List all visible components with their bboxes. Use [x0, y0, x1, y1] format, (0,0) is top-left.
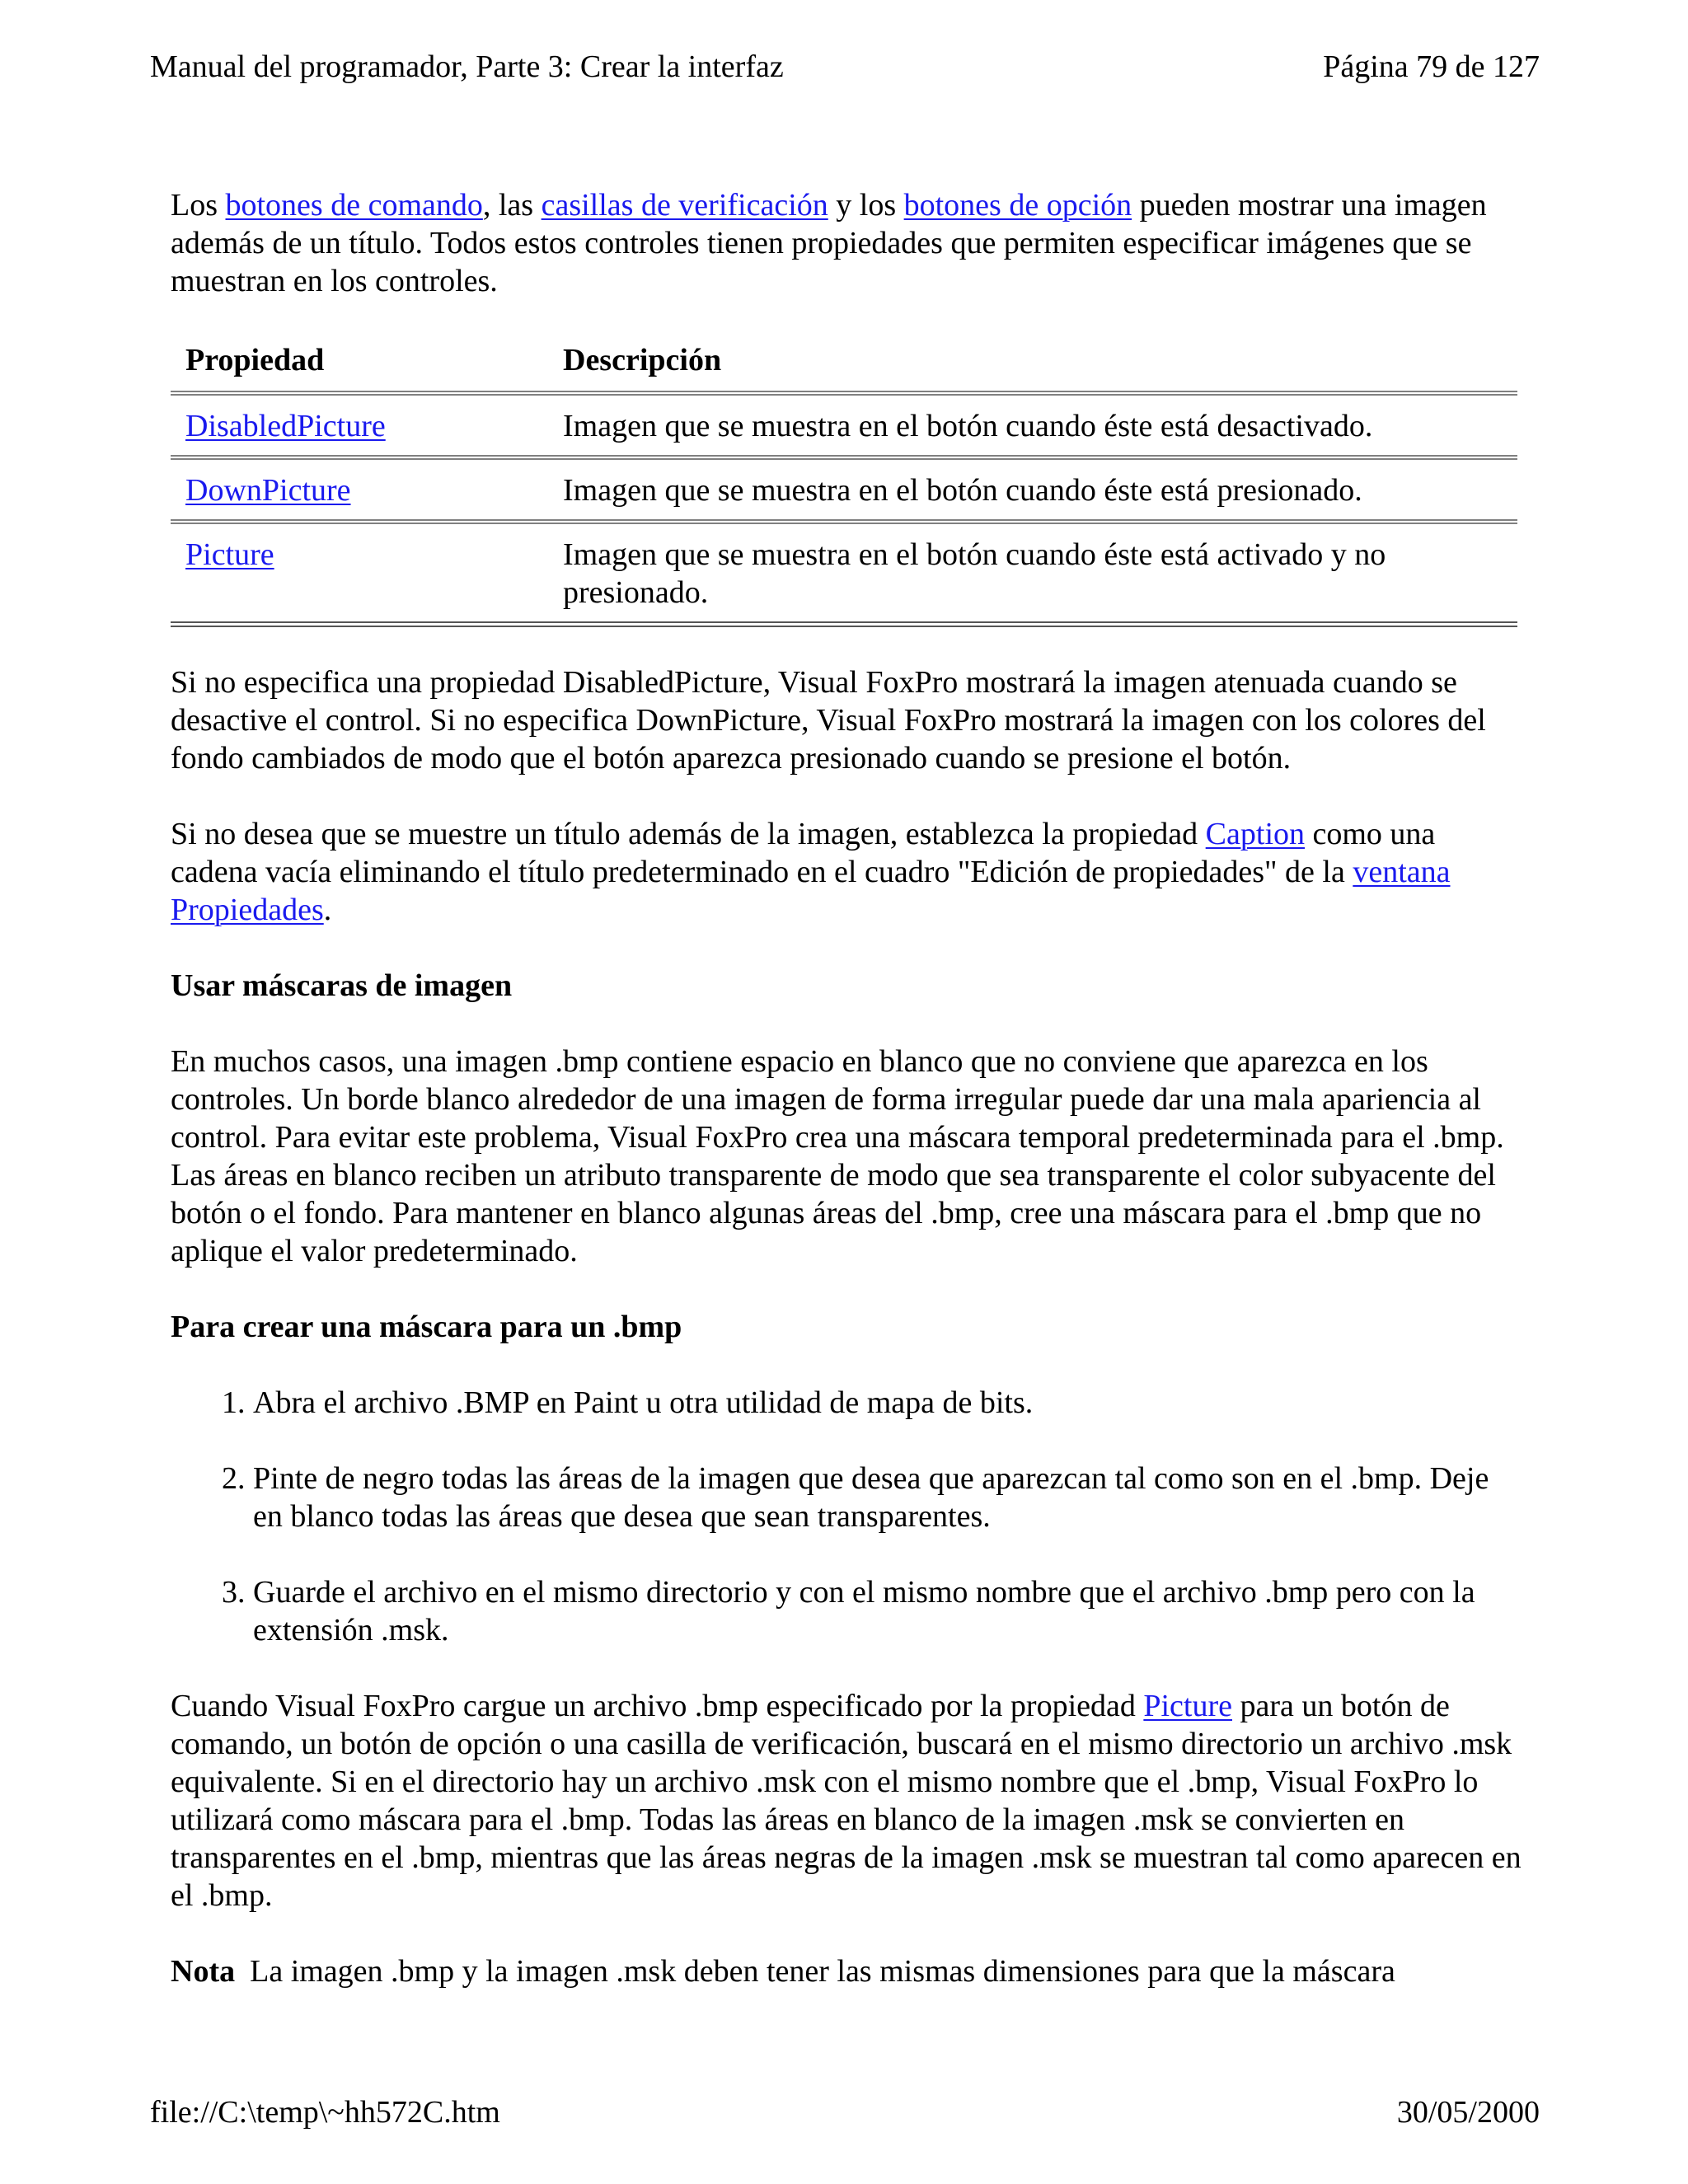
document-title: Manual del programador, Parte 3: Crear la interfaz: [150, 49, 784, 84]
link-casillas-de-verificacion[interactable]: casillas de verificación: [541, 188, 828, 223]
page-number: Página 79 de 127: [1323, 49, 1540, 84]
note-text: La imagen .bmp y la imagen .msk deben tener las mismas dimensiones para que la máscara: [250, 1954, 1395, 1989]
disabled-picture-paragraph: Si no especifica una propiedad DisabledPicture, Visual FoxPro mostrará la imagen atenuada cuando se desactive el control. Si no especifica DownPicture, Visual FoxPro mostrará la imagen con los colores del fondo cambiados de modo que el botón aparezca presionado cuando se presione el botón.: [171, 665, 1486, 776]
procedure-steps-list: [171, 1384, 1522, 1649]
link-downpicture[interactable]: DownPicture: [185, 473, 351, 508]
msk-text-1: Cuando Visual FoxPro cargue un archivo .bmp especificado por la propiedad: [171, 1689, 1144, 1723]
table-row: [171, 522, 1517, 625]
link-picture[interactable]: Picture: [185, 537, 274, 572]
column-header-propiedad: Propiedad: [171, 336, 548, 393]
link-ventana-propiedades[interactable]: ventana Propiedades: [171, 855, 1451, 927]
link-picture-inline[interactable]: Picture: [1143, 1689, 1232, 1723]
description-cell: Imagen que se muestra en el botón cuando éste está activado y no presionado.: [548, 522, 1517, 625]
link-botones-de-opcion[interactable]: botones de opción: [903, 188, 1132, 223]
link-botones-de-comando[interactable]: botones de comando: [225, 188, 483, 223]
intro-text-2: , las: [482, 188, 542, 223]
properties-table: [171, 336, 1517, 627]
list-item: 2. Pinte de negro todas las áreas de la imagen que desea que aparezcan tal como son en el .bmp. Deje en blanco todas las áreas que desea que sean transparentes.: [253, 1460, 1522, 1535]
caption-text-1: Si no desea que se muestre un título además de la imagen, establezca la propiedad: [171, 817, 1206, 851]
intro-text-1: Los: [171, 188, 226, 223]
description-cell: Imagen que se muestra en el botón cuando éste está desactivado.: [548, 393, 1517, 457]
msk-loading-paragraph: [171, 1687, 1522, 1915]
link-disabledpicture[interactable]: DisabledPicture: [185, 409, 386, 443]
print-date: 30/05/2000: [1396, 2095, 1540, 2130]
list-item: 3. Guarde el archivo en el mismo directorio y con el mismo nombre que el archivo .bmp pero con la extensión .msk.: [253, 1573, 1522, 1649]
document-body: [171, 186, 1522, 1990]
caption-text-3: .: [323, 893, 332, 927]
column-header-descripcion: Descripción: [548, 336, 1517, 393]
table-header-row: [171, 336, 1517, 393]
page-footer: [150, 2093, 1540, 2131]
msk-text-2: para un botón de comando, un botón de opción o una casilla de verificación, buscará en el mismo directorio un archivo .msk equivalente. Si en el directorio hay un archivo .msk con el mismo nombre que el .bmp, Visual FoxPro lo utilizará como máscara para el .bmp. Todas las áreas en blanco de la imagen .msk se convierten en transparentes en el .bmp, mientras que las áreas negras de la imagen .msk se muestran tal como aparecen en el .bmp.: [171, 1689, 1522, 1913]
property-cell: [171, 522, 548, 625]
caption-text-2: como una cadena vacía eliminando el título predeterminado en el cuadro "Edición de propiedades" de la: [171, 817, 1436, 889]
section-heading-mascaras: Usar máscaras de imagen: [171, 968, 513, 1003]
intro-text-4: pueden mostrar una imagen además de un título. Todos estos controles tienen propiedades que permiten especificar imágenes que se muestran en los controles.: [171, 188, 1487, 298]
table-row: [171, 457, 1517, 522]
link-caption[interactable]: Caption: [1205, 817, 1305, 851]
page-header: [150, 48, 1540, 86]
property-cell: [171, 393, 548, 457]
property-cell: [171, 457, 548, 522]
note-label: Nota: [171, 1954, 236, 1989]
caption-paragraph: [171, 815, 1522, 929]
intro-paragraph: [171, 186, 1522, 300]
note-paragraph: [171, 1952, 1522, 1990]
file-path: file://C:\temp\~hh572C.htm: [150, 2095, 500, 2130]
table-row: [171, 393, 1517, 457]
intro-text-3: y los: [828, 188, 904, 223]
description-cell: Imagen que se muestra en el botón cuando éste está presionado.: [548, 457, 1517, 522]
list-item: 1. Abra el archivo .BMP en Paint u otra utilidad de mapa de bits.: [253, 1384, 1522, 1422]
mask-intro-paragraph: En muchos casos, una imagen .bmp contiene espacio en blanco que no conviene que aparezca en los controles. Un borde blanco alrededor de una imagen de forma irregular puede dar una mala apariencia al control. Para evitar este problema, Visual FoxPro crea una máscara temporal predeterminada para el .bmp. Las áreas en blanco reciben un atributo transparente de modo que sea transparente el color subyacente del botón o el fondo. Para mantener en blanco algunas áreas del .bmp, cree una máscara para el .bmp que no aplique el valor predeterminado.: [171, 1044, 1504, 1268]
procedure-heading: Para crear una máscara para un .bmp: [171, 1310, 682, 1344]
